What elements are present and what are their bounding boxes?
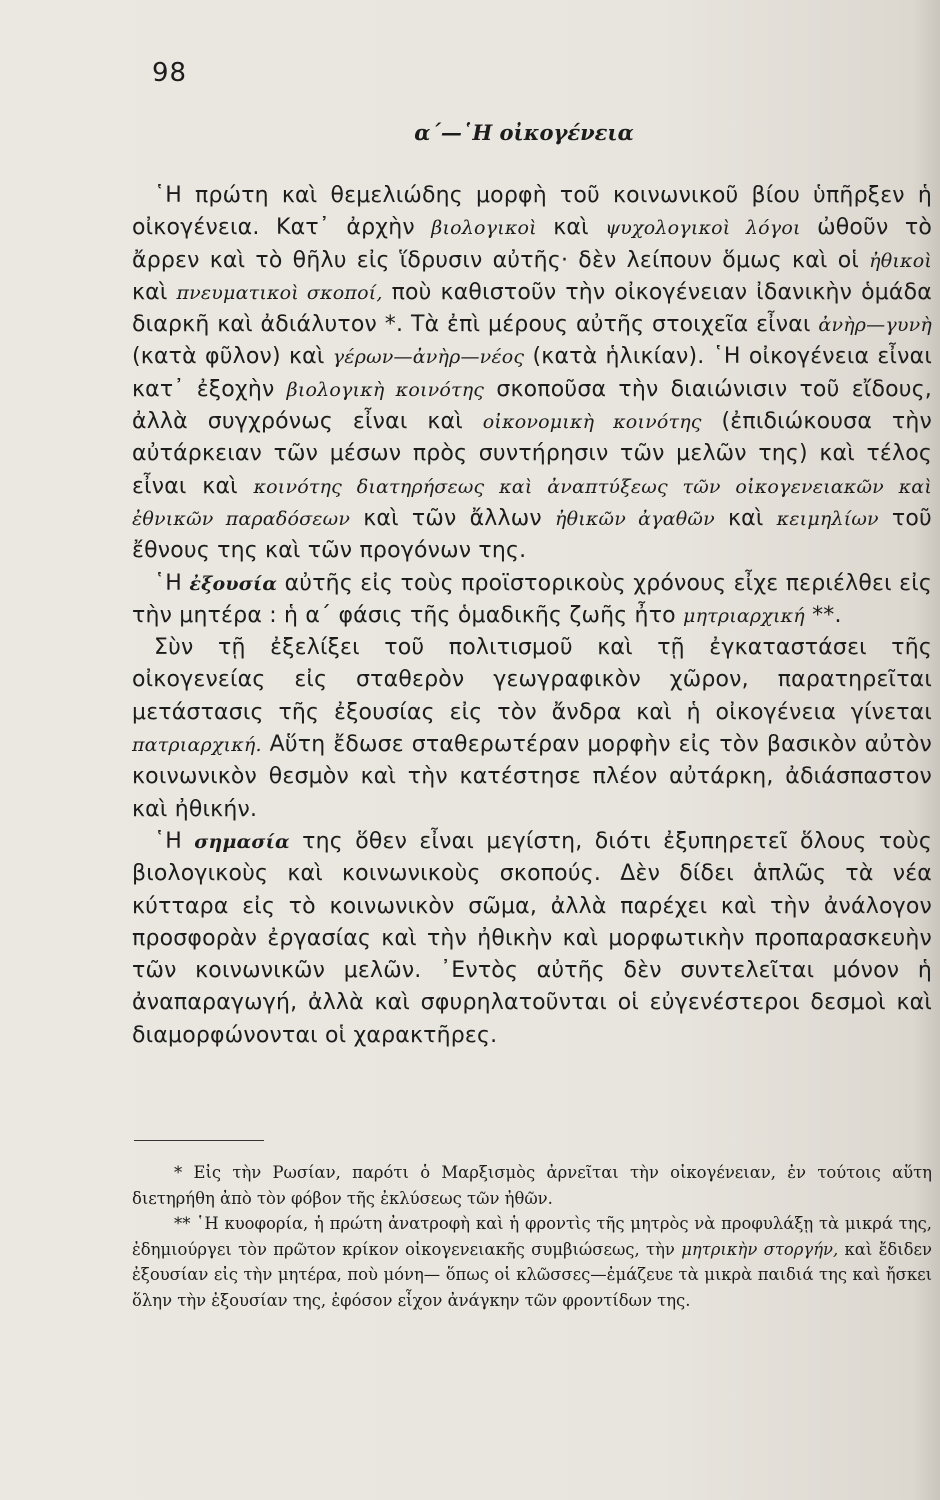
emphasis-text: βιολογικοὶ	[431, 217, 537, 240]
text-run: τοῦ ἔθνους της καὶ τῶν προγόνων της.	[132, 505, 932, 564]
emphasis-text: πατριαρχική.	[132, 734, 262, 757]
footnote	[132, 1160, 932, 1211]
text-run: καὶ τῶν ἄλλων	[350, 505, 555, 531]
text-run: της ὅθεν εἶναι μεγίστη, διότι ἐξυπηρετεῖ ὅλους τοὺς βιολογικοὺς καὶ κοινωνικοὺς σκοπούς. Δὲν δίδει ἁπλῶς τὰ νέα κύτταρα εἰς τὸ κοινωνικὸν σῶμα, ἀλλὰ παρέχει καὶ τὴν ἀνάλογον προσφορὰν ἐργασίας καὶ τὴν ἠθικὴν καὶ μορφωτικὴν προπαρασκευὴν τῶν κοινωνικῶν μελῶν. ᾿Εντὸς αὐτῆς δὲν συντελεῖται μόνον ἡ ἀναπαραγωγή, ἀλλὰ καὶ σφυρηλατοῦνται οἱ εὐγενέστεροι δεσμοὶ καὶ διαμορφώνονται οἱ χαρακτῆρες.	[132, 828, 933, 1048]
paragraph	[132, 568, 932, 633]
paragraph	[132, 632, 932, 826]
text-run: Αὕτη ἔδωσε σταθερωτέραν μορφὴν εἰς τὸν βασικὸν αὐτὸν κοινωνικὸν θεσμὸν καὶ τὴν κατέστησε πλέον αὐτάρκη, ἀδιάσπαστον καὶ ἠθικήν.	[132, 732, 932, 822]
section-heading	[0, 120, 940, 145]
emphasis-text: ἐξουσία	[189, 572, 278, 595]
emphasis-text: πνευματικοὶ σκοποί,	[176, 281, 383, 304]
text-run: ῾Η	[154, 828, 195, 854]
emphasis-text: γέρων—ἀνὴρ—νέος	[332, 346, 525, 369]
emphasis-text: κοινότης διατηρήσεως καὶ ἀναπτύξεως τῶν οἰκογενειακῶν καὶ ἐθνικῶν παραδόσεων	[132, 475, 932, 530]
emphasis-text: ψυχολογικοὶ λόγοι	[605, 217, 801, 240]
text-run: αὐτῆς εἰς τοὺς προϊστορικοὺς χρόνους εἶχε περιέλθει εἰς τὴν μητέρα : ἡ α΄ φάσις τῆς ὁμαδικῆς ζωῆς ἦτο	[132, 570, 932, 628]
page-number: 98	[152, 58, 188, 88]
text-run: ** ῾Η κυοφορία, ἡ πρώτη ἀνατροφὴ καὶ ἡ φροντὶς τῆς μητρὸς νὰ προφυλάξῃ τὰ μικρά της, ἐδημιούργει τὸν πρῶτον κρίκον οἰκογενειακῆς συμβιώσεως, τὴν	[132, 1214, 932, 1259]
emphasis-text: κειμηλίων	[776, 507, 879, 530]
text-run: (κατὰ φῦλον) καὶ	[132, 344, 333, 370]
emphasis-text: ἠθικῶν ἀγαθῶν	[554, 507, 715, 530]
text-run: καὶ	[536, 215, 606, 241]
text-run: ὠθοῦν τὸ ἄρρεν καὶ τὸ θῆλυ εἰς ἵδρυσιν αὐτῆς· δὲν λείπουν ὅμως καὶ οἱ	[132, 215, 933, 273]
paragraph	[132, 826, 932, 1052]
text-run: ῾Η	[154, 570, 190, 596]
text-run: (κατὰ ἡλικίαν). ῾Η οἰκογένεια εἶναι κατ᾽ ἐξοχὴν	[132, 344, 932, 402]
text-run: ῾Η πρώτη καὶ θεμελιώδης μορφὴ τοῦ κοινωνικοῦ βίου ὑπῆρξεν ἡ οἰκογένεια. Κατ᾽ ἀρχὴν	[132, 183, 932, 241]
emphasis-text: οἰκονομικὴ κοινότης	[482, 411, 702, 434]
text-run: καὶ	[714, 505, 777, 531]
footnote-divider	[134, 1140, 264, 1141]
text-run: καὶ	[132, 279, 177, 305]
emphasis-text: βιολογικὴ κοινότης	[286, 378, 485, 401]
emphasis-text: ἠθικοὶ	[869, 249, 932, 272]
emphasis-text: ἀνὴρ—γυνὴ	[818, 314, 932, 337]
text-run: ποὺ καθιστοῦν τὴν οἰκογένειαν ἰδανικὴν ὁμάδα διαρκῆ καὶ ἀδιάλυτον *. Τὰ ἐπὶ μέρους αὐτῆς στοιχεῖα εἶναι	[132, 279, 932, 338]
paragraph	[132, 180, 932, 568]
text-run: * Εἰς τὴν Ρωσίαν, παρότι ὁ Μαρξισμὸς ἀρνεῖται τὴν οἰκογένειαν, ἐν τούτοις αὕτη διετηρήθη ἀπὸ τὸν φόβον τῆς ἐκλύσεως τῶν ἠθῶν.	[132, 1163, 932, 1208]
emphasis-text: σημασία	[194, 830, 290, 853]
footnote	[132, 1211, 932, 1313]
body-text	[132, 180, 932, 1052]
footnotes	[132, 1160, 932, 1314]
text-run: Σὺν τῇ ἐξελίξει τοῦ πολιτισμοῦ καὶ τῇ ἐγκαταστάσει τῆς οἰκογενείας εἰς σταθερὸν γεωγραφικὸν χῶρον, παρατηρεῖται μετάστασις τῆς ἐξουσίας εἰς τὸν ἄνδρα καὶ ἡ οἰκογένεια γίνεται	[132, 635, 932, 725]
text-run: **.	[804, 602, 842, 628]
text-run: σκοποῦσα τὴν διαιώνισιν τοῦ εἴδους, ἀλλὰ συγχρόνως εἶναι καὶ	[132, 376, 932, 435]
text-run: καὶ ἔδιδεν ἐξουσίαν εἰς τὴν μητέρα, ποὺ μόνη— ὅπως οἱ κλῶσσες—ἐμάζευε τὰ μικρὰ παιδιά της καὶ ἤσκει ὅλην τὴν ἐξουσίαν της, ἐφόσον εἶχον ἀνάγκην τῶν φροντίδων της.	[132, 1239, 932, 1310]
section-heading-text: α΄—῾Η οἰκογένεια	[414, 120, 634, 145]
emphasis-text: μητριαρχική	[683, 604, 805, 627]
text-run: (ἐπιδιώκουσα τὴν αὐτάρκειαν τῶν μέσων πρὸς συντήρησιν τῶν μελῶν της) καὶ τέλος εἶναι καὶ	[132, 409, 932, 499]
emphasis-text: μητρικὴν στοργήν,	[681, 1239, 839, 1259]
